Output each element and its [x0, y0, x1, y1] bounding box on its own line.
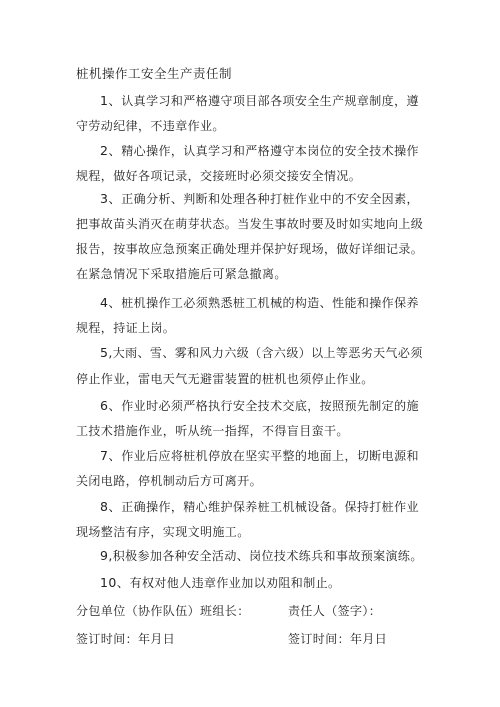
clause-2 [76, 138, 428, 189]
clause-text: 正确分析、判断和处理各种打桩作业中的不安全因素，把事故苗头消灭在萌芽状态。当发生事故时要及时如实地向上级报告，按事故应急预案正确处理并保护好现场，做好详细记录。在紧急情况下采取措施后可紧急撤离。 [76, 192, 424, 281]
clause-5 [76, 340, 428, 366]
clause-text: 精心操作，认真学习和严格遵守本岗位的安全技术操作规程，做好各项记录，交接班时必须交接安全情况。 [76, 144, 419, 183]
clause-text: 大雨、雪、雾和风力六级（含六级）以上等恶劣天气必须 [112, 346, 423, 360]
clause-text: 桩机操作工必须熟悉桩工机械的构造、性能和操作保养规程，持证上岗。 [76, 296, 419, 335]
clause-3 [76, 186, 428, 287]
clause-4 [76, 290, 428, 341]
clause-number: 8、 [100, 499, 122, 514]
clause-7 [76, 443, 428, 494]
date-left: 签订时间：年月日 [76, 632, 176, 646]
clause-text: 积极参加各种安全活动、岗位技术练兵和事故预案演练。 [112, 549, 423, 563]
clause-text: 停止作业，雷电天气无避雷装置的桩机也须停止作业。 [76, 372, 374, 386]
clause-number: 4、 [100, 295, 122, 310]
clause-1 [76, 88, 428, 139]
clause-number: 9, [100, 548, 113, 563]
clause-text: 有权对他人违章作业加以劝阻和制止。 [129, 576, 341, 590]
clause-number: 3、 [100, 191, 122, 206]
date-row [76, 630, 436, 648]
date-right: 签订时间：年月日 [288, 632, 388, 646]
clause-text: 正确操作，精心维护保养桩工机械设备。保持打桩作业现场整洁有序，实现文明施工。 [76, 500, 419, 539]
responsible-label: 责任人（签字）： [288, 604, 382, 618]
clause-5-continued [76, 366, 428, 392]
clause-9 [76, 543, 428, 569]
clause-number: 5, [100, 345, 113, 360]
clause-number: 7、 [100, 448, 122, 463]
clause-number: 6、 [100, 398, 122, 413]
clause-6 [76, 393, 428, 444]
clause-10 [76, 570, 428, 596]
document-title: 桩机操作工安全生产责任制 [76, 66, 233, 81]
clause-text: 作业时必须严格执行安全技术交底，按照预先制定的施工技术措施作业，听从统一指挥，不得盲目蛮干。 [76, 399, 419, 438]
clause-8 [76, 494, 428, 545]
subcontractor-label: 分包单位（协作队伍）班组长： [76, 604, 250, 618]
clause-number: 1、 [100, 93, 122, 108]
signature-row [76, 602, 436, 620]
clause-text: 作业后应将桩机停放在坚实平整的地面上，切断电源和关闭电路，停机制动后方可离开。 [76, 449, 419, 488]
clause-number: 10、 [100, 575, 130, 590]
clause-text: 认真学习和严格遵守项目部各项安全生产规章制度，遵守劳动纪律，不违章作业。 [76, 94, 419, 133]
clause-number: 2、 [100, 143, 122, 158]
